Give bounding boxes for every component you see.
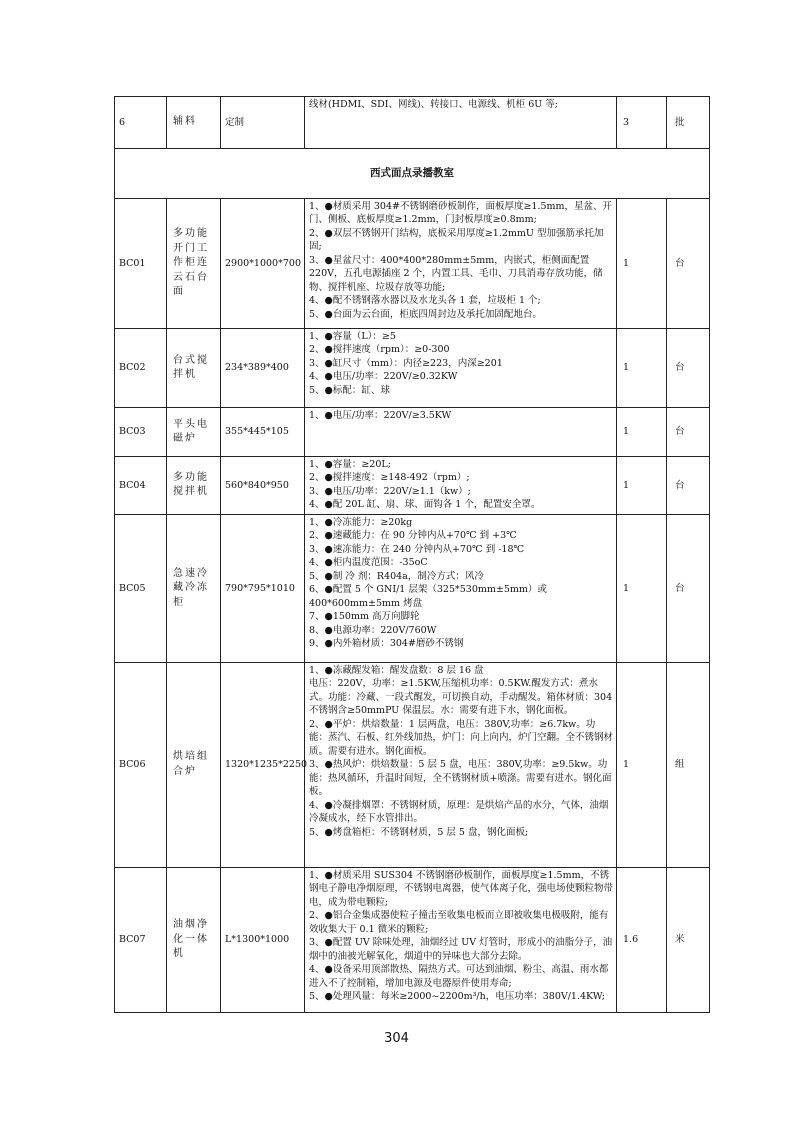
description-line: 5、●处理风量：每米≥2000~2200m³/h，电压功率：380V/1.4KW; bbox=[309, 991, 605, 1003]
item-name: 多功能搅拌机 bbox=[167, 457, 221, 515]
item-name: 烘培组合炉 bbox=[167, 662, 221, 867]
item-quantity: 1 bbox=[617, 329, 667, 408]
item-name: 平头电磁炉 bbox=[167, 408, 221, 457]
page-number: 304 bbox=[384, 1031, 409, 1046]
description-line: 3、●配置 UV 除味处理，油烟经过 UV 灯管时，形成小的油脂分子，油烟中的油被光解氧化，烟道中的异味也大部分去除。 bbox=[309, 937, 613, 962]
item-spec: 790*795*1010 bbox=[221, 514, 305, 662]
item-name: 急速冷藏冷冻柜 bbox=[167, 514, 221, 662]
description-line: 1、●冻藏醒发箱：醒发盘数：8 层 16 盘 bbox=[309, 664, 484, 676]
table-row bbox=[115, 408, 710, 457]
item-unit: 台 bbox=[667, 514, 710, 662]
item-unit: 批 bbox=[667, 97, 710, 149]
item-number: 6 bbox=[115, 97, 167, 149]
table-row bbox=[115, 514, 710, 662]
description-line: 2、●搅拌速度：≥148-492（rpm）; bbox=[309, 472, 470, 484]
description-line: 4、●配不锈钢落水器以及水龙头各 1 套，垃圾柜 1 个; bbox=[309, 295, 541, 307]
item-description bbox=[305, 867, 617, 1012]
table-row bbox=[115, 662, 710, 867]
item-name: 多功能开门工作柜连云石台面 bbox=[167, 199, 221, 329]
item-name: 辅料 bbox=[167, 97, 221, 149]
description-line: 2、●平炉：烘焙数量：1 层两盘，电压：380V,功率：≥6.7kw。功能：蒸汽、石板、红外线加热，炉门：向上向内，炉门空翻。全不锈钢材质。需要有进水。钢化面板。 bbox=[309, 718, 614, 757]
description-line: 4、●柜内温度范围：-35oC bbox=[309, 557, 428, 569]
item-description bbox=[305, 199, 617, 329]
section-title: 西式面点录播教室 bbox=[115, 149, 710, 199]
description-line: 4、●冷凝排烟罩：不锈钢材质，原理：是烘焙产品的水分，气体，油烟冷凝成水，经下水管排出。 bbox=[309, 799, 609, 825]
description-line: 7、●150mm 高万向脚轮 bbox=[309, 611, 420, 623]
item-spec: 定制 bbox=[221, 97, 305, 149]
item-quantity: 1 bbox=[617, 457, 667, 515]
item-name: 台式搅拌机 bbox=[167, 329, 221, 408]
description-line: 4、●配 20L 缸、扇、球、面钩各 1 个，配置安全罩。 bbox=[309, 499, 541, 511]
description-line: 9、●内外箱材质：304#磨砂不锈钢 bbox=[309, 638, 464, 650]
description-line: 2、●速藏能力：在 90 分钟内从+70℃ 到 +3℃ bbox=[309, 530, 517, 542]
item-quantity: 1 bbox=[617, 514, 667, 662]
item-unit: 台 bbox=[667, 329, 710, 408]
description-line: 线材(HDMI、SDI、网线)、转接口、电源线、机柜 6U 等; bbox=[309, 99, 558, 110]
description-line: 5、●制 冷 剂：R404a，制冷方式：风冷 bbox=[309, 570, 484, 582]
description-line: 3、●速冻能力：在 240 分钟内从+70℃ 到 -18℃ bbox=[309, 543, 525, 555]
item-number: BC06 bbox=[115, 662, 167, 867]
item-quantity: 1 bbox=[617, 199, 667, 329]
item-spec: 2900*1000*700 bbox=[221, 199, 305, 329]
description-line: 电压：220V，功率：≥1.5KW,压缩机功率：0.5KW.醒发方式：煮水式。功能：冷藏、一段式醒发，可切换自动，手动醒发。箱体材质：304 不锈钢含≥50mmPU 保温层。水：需要有进下水，钢化面板。 bbox=[309, 678, 613, 717]
item-description bbox=[305, 514, 617, 662]
description-line: 2、●铝合金集成器使粒子撞击至收集电板而立即被收集电极吸附，能有效收集大于 0.1 微米的颗粒; bbox=[309, 910, 609, 935]
description-line: 1、●容量（L）：≥5 bbox=[309, 331, 396, 342]
item-number: BC03 bbox=[115, 408, 167, 457]
description-line: 3、●电压/功率：220V/≥1.1（kw）; bbox=[309, 485, 471, 497]
description-line: 1、●材质采用 304#不锈钢磨砂板制作，面板厚度≥1.5mm，星盆、开门、侧板、底板厚度≥1.2mm，门封板厚度≥0.8mm; bbox=[309, 201, 613, 226]
item-spec: L*1300*1000 bbox=[221, 867, 305, 1012]
item-quantity: 1 bbox=[617, 408, 667, 457]
item-unit: 台 bbox=[667, 199, 710, 329]
section-row bbox=[115, 149, 710, 199]
description-line: 1、●材质采用 SUS304 不锈钢磨砂板制作，面板厚度≥1.5mm，不锈钢电子静电净烟原理，不锈钢电离器，使气体离子化，强电场使颗粒物带电，成为带电颗粒; bbox=[309, 869, 614, 908]
description-line: 2、●搅拌速度（rpm）：≥0-300 bbox=[309, 344, 450, 356]
item-description bbox=[305, 329, 617, 408]
item-number: BC05 bbox=[115, 514, 167, 662]
description-line: 4、●电压/功率：220V/≥0.32KW bbox=[309, 371, 458, 383]
item-number: BC02 bbox=[115, 329, 167, 408]
table-row bbox=[115, 867, 710, 1012]
description-line: 3、●缸尺寸（mm）：内径≥223，内深≥201 bbox=[309, 357, 503, 369]
item-unit: 台 bbox=[667, 457, 710, 515]
equipment-table bbox=[114, 96, 710, 1013]
description-line: 8、●电源功率：220V/760W bbox=[309, 624, 437, 636]
table-row bbox=[115, 97, 710, 149]
item-number: BC04 bbox=[115, 457, 167, 515]
description-line: 2、●双层不锈钢开门结构，底板采用厚度≥1.2mmU 型加强筋承托加固; bbox=[309, 227, 604, 253]
item-number: BC01 bbox=[115, 199, 167, 329]
item-unit: 台 bbox=[667, 408, 710, 457]
description-line: 5、●台面为云台面，柜底四周封边及承托加固配地台。 bbox=[309, 308, 542, 320]
description-line: 3、●热风炉：烘焙数量：5 层 5 盘，电压：380V,功率：≥9.5kw。功能：热风循环，升温时间短，全不锈钢材质+喷涤。需要有进水。钢化面板。 bbox=[309, 759, 612, 798]
item-spec: 1320*1235*2250 bbox=[221, 662, 305, 867]
description-line: 3、●星盆尺寸：400*400*280mm±5mm，内嵌式，柜侧面配置 220V，五孔电源插座 2 个，内置工具、毛巾、刀具消毒存放功能，储物、搅拌机座、垃圾存放等功能; bbox=[309, 254, 603, 293]
description-line: 5、●标配：缸、球 bbox=[309, 384, 390, 396]
description-line: 6、●配置 5 个 GNI/1 层架（325*530mm±5mm）或 400*600mm±5mm 烤盘 bbox=[309, 584, 547, 609]
item-quantity: 3 bbox=[617, 97, 667, 149]
item-spec: 234*389*400 bbox=[221, 329, 305, 408]
item-quantity: 1 bbox=[617, 662, 667, 867]
item-number: BC07 bbox=[115, 867, 167, 1012]
item-spec: 355*445*105 bbox=[221, 408, 305, 457]
item-description bbox=[305, 408, 617, 457]
description-line: 1、●电压/功率：220V/≥3.5KW bbox=[309, 410, 452, 421]
table-row bbox=[115, 199, 710, 329]
item-description bbox=[305, 662, 617, 867]
item-unit: 组 bbox=[667, 662, 710, 867]
item-description bbox=[305, 457, 617, 515]
description-line: 1、●容量：≥20L; bbox=[309, 459, 391, 470]
item-description bbox=[305, 97, 617, 149]
item-name: 油烟净化一体机 bbox=[167, 867, 221, 1012]
description-line: 5、●烤盘箱柜：不锈钢材质，5 层 5 盘，钢化面板; bbox=[309, 826, 529, 838]
item-unit: 米 bbox=[667, 867, 710, 1012]
table-row bbox=[115, 457, 710, 515]
description-line: 1、●冷冻能力：≥20kg bbox=[309, 516, 413, 528]
item-quantity: 1.6 bbox=[617, 867, 667, 1012]
description-line: 4、●设备采用顶部散热、隔热方式。可达到油烟、粉尘、高温、雨水都进入不了控制箱，增加电源及电器原件使用寿命; bbox=[309, 964, 609, 989]
table-row bbox=[115, 329, 710, 408]
item-spec: 560*840*950 bbox=[221, 457, 305, 515]
